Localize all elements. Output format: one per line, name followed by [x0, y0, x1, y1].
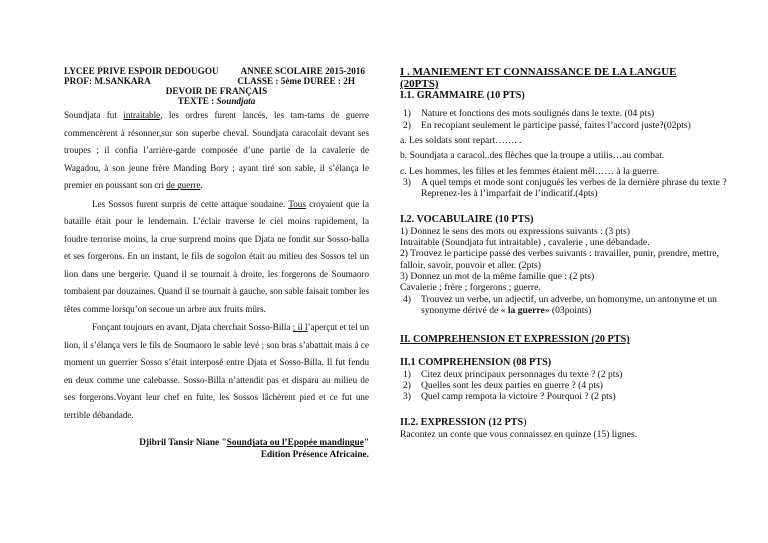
text-run: Soundjata fut: [64, 110, 124, 121]
quote-mark: ": [363, 438, 369, 449]
source-citation: [64, 438, 369, 460]
question-item: [400, 108, 740, 119]
section2-title: II. COMPREHENSION ET EXPRESSION (20 PTS): [400, 334, 630, 346]
right-column: [400, 66, 740, 440]
question-text: Quel camp rempota la victoire ? Pourquoi ? (2 pts): [421, 391, 616, 403]
grammar-sub-b: b. Soundjata a caracol..des flèches que la troupe a utilis…au combat.: [400, 150, 665, 162]
comprehension-questions: [400, 369, 740, 403]
book-title: Soundjata ou l’Epopée mandingue: [226, 438, 364, 449]
teacher-name: PROF: M.SANKARA: [64, 76, 151, 87]
question-item: [400, 380, 740, 391]
grammar-questions: [400, 108, 740, 199]
text-run: ’aperçut et tel un lion, il s’élança vers le fils de Soumaoro le sable levé ; son bras s’abattait mais à ce moment un guerrier Sosso s’était interposé entre Djata et Sosso-Billa. Il fut fendu en deux comme une calebasse. Sosso-Billa n’attendit pas et disparu au milieu de ses forgerons.Voyant leur chef en fuite, les Sossos lâchèrent pied et ce fut une terrible débandade.: [64, 322, 369, 420]
expression-heading-close: ): [523, 416, 527, 428]
text-title: [64, 96, 369, 106]
bold-term: la guerre: [507, 305, 545, 317]
vocabulary-questions: [400, 226, 740, 317]
question-item: [400, 120, 740, 131]
question-number: 2): [403, 380, 411, 392]
class-duration: CLASSE : 5ème DUREE : 2H: [237, 76, 355, 87]
vocab-q2: 2) Trouvez le participe passé des verbes suivants : travailler, punir, prendre, mettre, falloir, savoir, pouvoir et aller. (2pts): [400, 248, 719, 271]
school-year: ANNEE SCOLAIRE 2015-2016: [240, 66, 365, 76]
exam-header: [64, 66, 369, 86]
vocabulary-heading: I.2. VOCABULAIRE (10 PTS): [400, 213, 534, 225]
question-number: 1): [403, 108, 411, 120]
underlined-word: ; il l: [292, 322, 308, 333]
question-text: [421, 294, 740, 317]
question-text: Nature et fonctions des mots soulignés dans le texte. (04 pts): [421, 108, 655, 120]
question-item: [400, 369, 740, 380]
section1-title-line1: I . MANIEMENT ET CONNAISSANCE DE LA LANGUE: [400, 66, 677, 78]
school-name: LYCEE PRIVE ESPOIR DEDOUGOU: [64, 66, 219, 76]
vocab-q4: [400, 294, 740, 317]
grammar-sub-c: c. Les hommes, les filles et les femmes étaient mêl…… à la guerre.: [400, 165, 660, 177]
edition: Edition Présence Africaine.: [260, 449, 369, 460]
text-paragraph-1: [64, 107, 369, 195]
vocab-q3-words: Cavalerie ; frère ; forgerons ; guerre.: [400, 282, 541, 294]
left-column: [64, 66, 369, 461]
question-text: En recopiant seulement le participe passé, faites l’accord juste?(02pts): [421, 119, 691, 131]
expression-heading-text: II.2. EXPRESSION (12 PTS: [400, 416, 524, 428]
text-run: croyaient que la bataille était pour le lendemain. L’éclair traverse le ciel moins rapidement, la foudre terrorise moins, la crue surprend moins que Djata ne fondit sur Sosso-balla et ses forgerons. En un instant, le fils de sogolon était au milieu des Sossos tel un lion dans une bergerie. Quand il se tournait à droite, les forgerons de Soumaoro tombaient par douzaines. Quand il se tournait à gauche, son sable faisait tomber les têtes comme lorsqu’on secoue un arbre aux fruits mûrs.: [64, 198, 369, 314]
question-text: A quel temps et mode sont conjugués les verbes de la dernière phrase du texte ? Reprenez-les à l’imparfait de l’indicatif.(4pts): [421, 176, 727, 200]
underlined-word: Tous: [288, 198, 306, 209]
question-number: 2): [403, 119, 411, 131]
text-run: , les ordres furent lancés, les tam-tams de guerre commencèrent à résonner,sur son superbe cheval. Soundjata caracolait devant ses troupes ; il confia l’arrière-garde composée d’une partie de la cavalerie de Wagadou, à son jeune frère Manding Bory ; ayant tiré son sable, il s’élança le premier en poussant son cri: [64, 110, 369, 191]
grammar-sub-a: a. Les soldats sont repart……. .: [400, 135, 522, 147]
question-number: 4): [403, 293, 411, 305]
question-text: Quelles sont les deux parties en guerre ? (4 pts): [421, 380, 603, 392]
text-label: TEXTE :: [177, 96, 217, 107]
expression-prompt: Racontez un conte que vous connaissez en quinze (15) lignes.: [400, 428, 638, 440]
exam-title: DEVOIR DE FRANÇAIS: [165, 86, 268, 97]
text-name: Soundjata: [216, 96, 256, 107]
vocab-q3: 3) Donnez un mot de la même famille que : (2 pts): [400, 271, 595, 283]
vocab-q1: 1) Donnez le sens des mots ou expressions suivants : (3 pts): [400, 225, 630, 237]
expression-heading: [400, 417, 740, 429]
question-item: [400, 391, 740, 402]
vocab-q1-words: Intraitable (Soundjata fut intraitable) , cavalerie , une débandade.: [400, 237, 650, 249]
section1-title-line2: (20PTS): [400, 78, 439, 91]
text-run: .: [200, 180, 203, 191]
question-number: 1): [403, 368, 411, 380]
author: Djibril Tansir Niane ": [139, 438, 227, 449]
text-run: Les Sossos furent surpris de cette attaque soudaine.: [92, 198, 289, 209]
question-text: Citez deux principaux personnages du texte ? (2 pts): [421, 368, 623, 380]
text-run: » (03points): [544, 305, 592, 317]
text-run: Fonçant toujours en avant, Djata cherchait Sosso-Billa: [92, 322, 293, 333]
text-run: Trouvez un verbe, un adjectif, un adverbe, un homonyme, un antonyme et un synonyme dérivé de «: [421, 293, 717, 317]
question-number: 3): [403, 391, 411, 403]
comprehension-heading: II.1 COMPREHENSION (08 PTS): [400, 356, 552, 368]
text-paragraph-3: [64, 319, 369, 424]
section1-title: [400, 66, 740, 90]
question-number: 3): [403, 176, 411, 188]
source-line: [64, 438, 369, 449]
underlined-word: de guerre: [166, 180, 201, 191]
question-item: [400, 177, 740, 200]
underlined-word: intraitable: [123, 110, 161, 121]
grammar-heading: I.1. GRAMMAIRE (10 PTS): [400, 90, 525, 102]
text-paragraph-2: [64, 196, 369, 319]
